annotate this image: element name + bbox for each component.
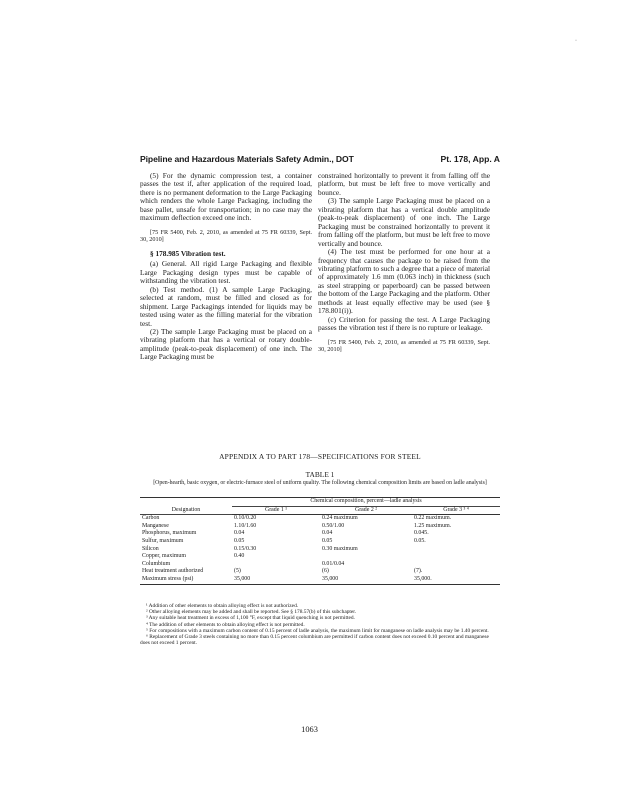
row-label: Carbon <box>142 515 160 522</box>
row-label: Heat treatment authorized <box>142 568 204 575</box>
table-row <box>140 568 500 576</box>
column-group-header: Chemical composition, percent—ladle analysis <box>232 498 500 507</box>
cell <box>412 561 500 569</box>
table-footnotes <box>140 603 500 646</box>
column-header-grade-2: Grade 2 ² <box>320 506 412 515</box>
cell <box>320 553 412 561</box>
cell: 1.10/1.60 <box>234 522 257 529</box>
cell: 0.045. <box>414 530 429 537</box>
cell: 35,000 <box>232 576 320 584</box>
paragraph: (b) Test method. (1) A sample Large Packaging, selected at random, must be filled and closed as for shipment. Large Packagings intended for liquids may be tested using water as the filling material for the vibration test. <box>140 284 312 328</box>
cell: 0.05 <box>234 537 245 544</box>
cell: 0.30 maximum <box>322 545 358 552</box>
cell: 0.04 <box>234 530 245 537</box>
margin-mark: · <box>575 38 577 44</box>
paragraph: constrained horizontally to prevent it from falling off the platform, but must be left free to move vertically and bounce. <box>318 171 490 197</box>
row-label: Sulfur, maximum <box>142 537 184 544</box>
cell <box>232 561 320 569</box>
footnote: ³ Any suitable heat treatment in excess of 1,100 °F, except that liquid quenching is not permitted. <box>146 615 355 622</box>
source-citation: [75 FR 5400, Feb. 2, 2010, as amended at 75 FR 60339, Sept. 30, 2010] <box>318 338 490 354</box>
row-label: Copper, maximum <box>142 553 186 560</box>
table-row <box>140 538 500 546</box>
cell: (5) <box>234 568 241 575</box>
row-label: Manganese <box>142 522 169 529</box>
paragraph: (3) The sample Large Packaging must be placed on a vibrating platform that has a vertical double amplitude (peak-to-peak displacement) of one inch. The Large Packaging must be constrained horizontally to prevent it from falling off the platform, but must be left free to move vertically and bounce. <box>318 196 490 248</box>
row-label: Silicon <box>142 545 159 552</box>
row-label: Columbium <box>142 560 171 567</box>
cell: 0.24 maximum <box>322 515 358 522</box>
row-label: Phosphorus, maximum <box>142 530 197 537</box>
cell: (6) <box>322 568 329 575</box>
cell: 0.05 <box>322 537 333 544</box>
page-number: 1063 <box>301 725 318 734</box>
row-label: Maximum stress (psi) <box>140 576 232 584</box>
cell: (7). <box>414 568 423 575</box>
header-agency: Pipeline and Hazardous Materials Safety Admin., DOT <box>140 154 354 164</box>
table-row <box>140 561 500 569</box>
steel-spec-table <box>140 497 500 585</box>
section-heading: § 178.985 Vibration test. <box>150 248 226 258</box>
paragraph: (2) The sample Large Packaging must be placed on a vibrating platform that has a vertical or rotary double-amplitude (peak-to-peak displacement) of one inch. The Large Packaging must be <box>140 326 312 362</box>
cell: 0.05. <box>414 537 426 544</box>
cell: 0.15/0.30 <box>234 545 257 552</box>
column-header-designation: Designation <box>140 498 232 515</box>
cell: 0.22 maximum. <box>414 515 452 522</box>
cell: 0.01/0.04 <box>322 560 345 567</box>
cell: 35,000 <box>320 576 412 584</box>
cell: 35,000. <box>412 576 500 584</box>
table-title: TABLE 1 <box>305 470 335 479</box>
table-row <box>140 515 500 523</box>
footnote: ² Other alloying elements may be added and shall be reported. See § 178.57(b) of this subchapter. <box>146 609 357 616</box>
paragraph: (5) For the dynamic compression test, a container passes the test if, after application of the required load, there is no permanent deformation to the Large Packaging which renders the whole Large Packaging, including the base pallet, unsafe for transportation; in no case may the maximum deflection exceed one inch. <box>140 171 312 223</box>
source-citation: [75 FR 5400, Feb. 2, 2010, as amended at 75 FR 60339, Sept. 30, 2010] <box>140 228 312 244</box>
table-row <box>140 546 500 554</box>
cell <box>412 553 500 561</box>
cell: 0.10/0.20 <box>234 515 257 522</box>
footnote: ⁶ Replacement of Grade 3 steels containing no more than 0.15 percent columbium are permitted if carbon content does not exceed 0.10 percent and manganese does not exceed 1 percent. <box>140 634 489 647</box>
right-column <box>318 172 490 360</box>
header-part: Pt. 178, App. A <box>440 154 500 164</box>
running-header <box>140 154 500 168</box>
table-note: [Open-hearth, basic oxygen, or electric-furnace steel of uniform quality. The following chemical composition limits are based on ladle analysis] <box>153 480 487 486</box>
table-row <box>140 530 500 538</box>
table-row <box>140 553 500 561</box>
footnote: ¹ Addition of other elements to obtain alloying effect is not authorized. <box>146 603 299 609</box>
cell: 0.04 <box>322 530 333 537</box>
cell <box>412 546 500 554</box>
cell: 0.50/1.00 <box>322 522 345 529</box>
left-column <box>140 172 312 362</box>
appendix-heading: APPENDIX A TO PART 178—SPECIFICATIONS FOR STEEL <box>219 452 421 461</box>
footnote: ⁴ The addition of other elements to obtain alloying effect is not permitted. <box>146 621 305 628</box>
paragraph: (4) The test must be performed for one hour at a frequency that causes the package to be raised from the vibrating platform to such a degree that a piece of material of approximately 1.6 mm (0.063 inch) in thickness (such as steel strapping or paperboard) can be passed between the bottom of the Large Packaging and the platform. Other methods at least equally effective may be used (see § 178.801(i)). <box>318 247 490 316</box>
column-header-grade-1: Grade 1 ¹ <box>232 506 320 515</box>
footnote: ⁵ For compositions with a maximum carbon content of 0.15 percent of ladle analysis, the maximum limit for manganese on ladle analysis may be 1.40 percent. <box>146 627 489 634</box>
cell: 0.40 <box>234 553 245 560</box>
paragraph: (a) General. All rigid Large Packaging and flexible Large Packaging design types must be capable of withstanding the vibration test. <box>140 259 312 286</box>
table-row <box>140 523 500 531</box>
paragraph: (c) Criterion for passing the test. A Large Packaging passes the vibration test if there is no rupture or leakage. <box>318 314 490 333</box>
column-header-grade-3: Grade 3 ³ ⁴ <box>412 506 500 515</box>
table-row <box>140 576 500 584</box>
cell: 1.25 maximum. <box>414 522 452 529</box>
